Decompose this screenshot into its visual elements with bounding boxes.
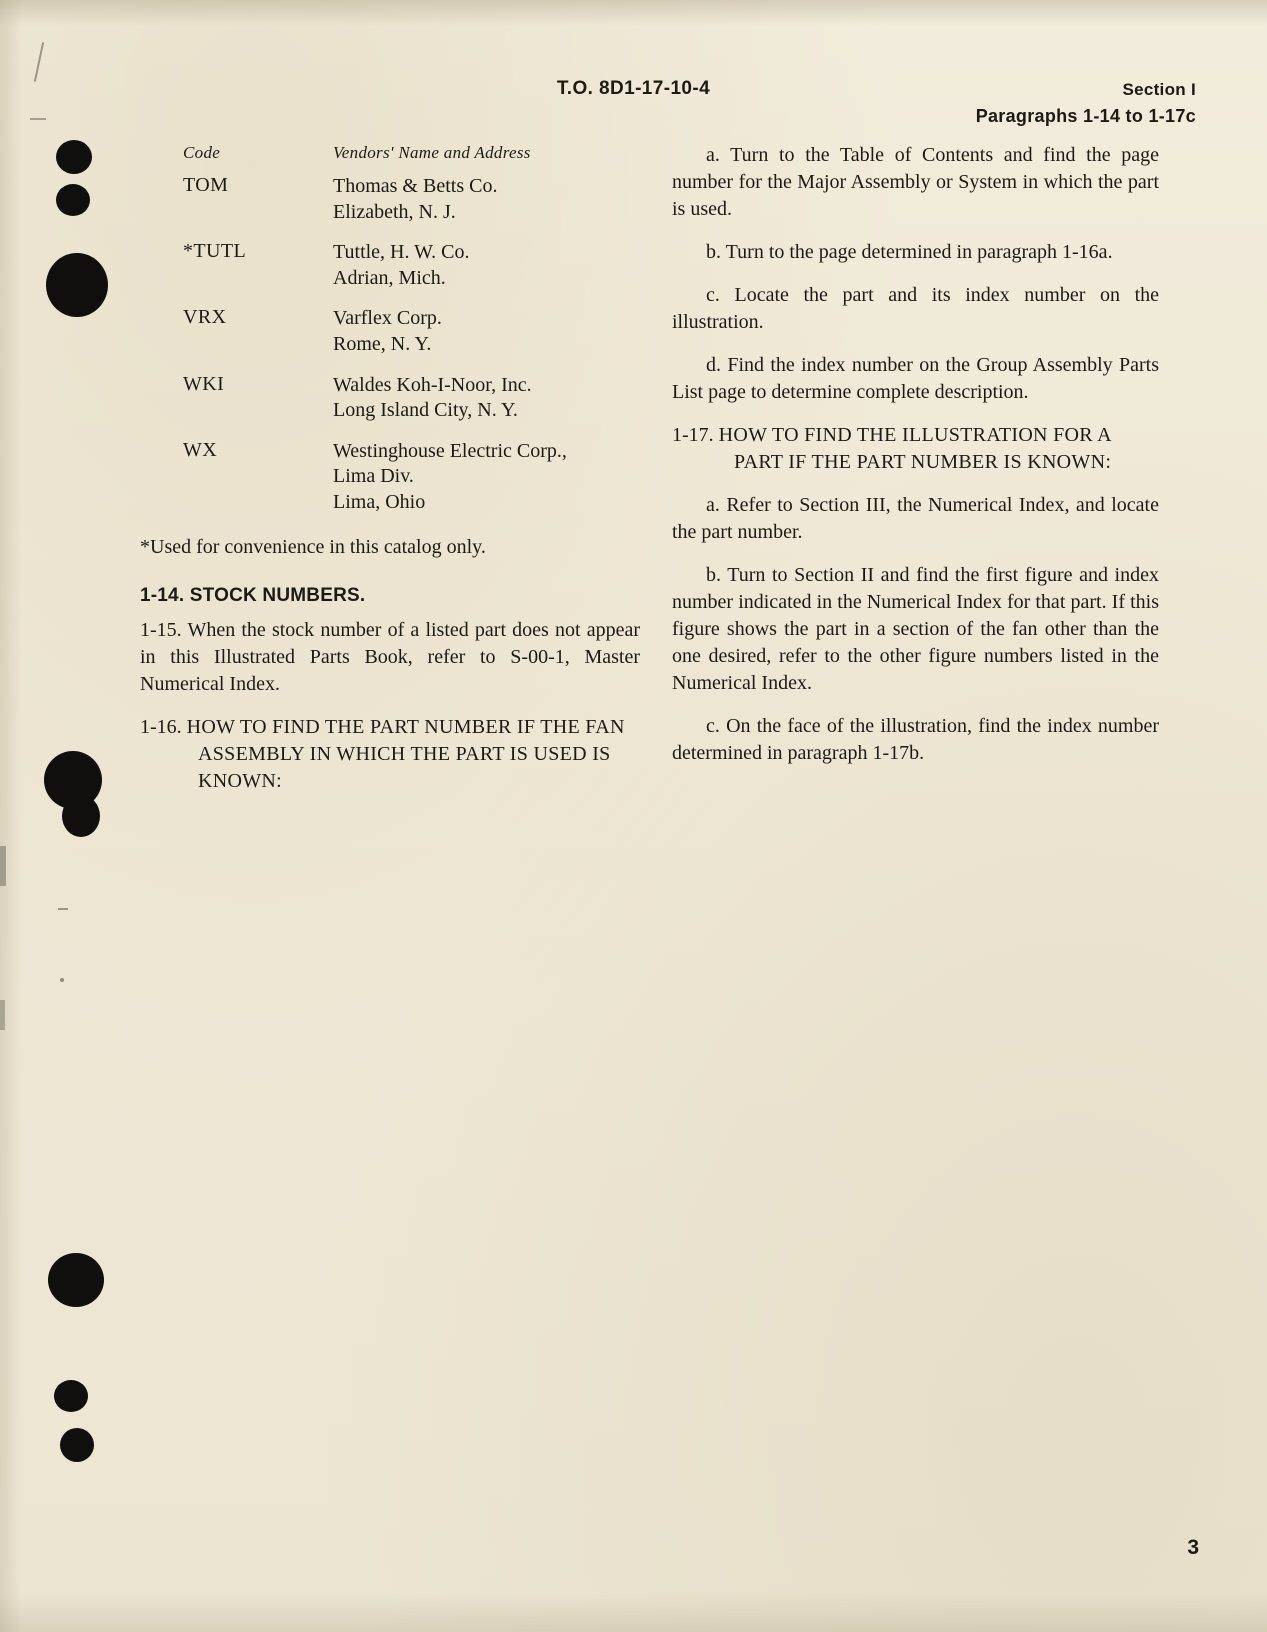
paragraph-1-16-number: 1-16.: [140, 715, 182, 738]
vendor-name-address: [332, 239, 682, 305]
section-label: Section I: [1122, 80, 1196, 99]
table-row: [182, 438, 682, 530]
vendor-name-address: [332, 372, 682, 438]
right-column: [672, 142, 1159, 767]
paragraph-1-16c: c. Locate the part and its index number on the illustration.: [672, 284, 1159, 333]
scan-speck: [34, 42, 44, 82]
page-edge-shade-top: [0, 0, 1267, 26]
vendor-address-line: Waldes Koh-I-Noor, Inc.: [333, 373, 532, 396]
vendor-name-address: [332, 305, 682, 371]
column-header-name-address: Vendors' Name and Address: [333, 143, 531, 162]
vendor-address-line: Elizabeth, N. J.: [333, 200, 456, 223]
page-edge-shade-left: [0, 0, 22, 1632]
paragraph-range-label: Paragraphs 1-14 to 1-17c: [975, 106, 1196, 126]
table-row: [182, 239, 682, 305]
punch-mark: [56, 140, 92, 174]
vendor-code: *TUTL: [183, 240, 247, 263]
column-header-code: Code: [183, 143, 221, 162]
vendor-address-line: Lima, Ohio: [333, 490, 426, 513]
scan-speck: [0, 846, 6, 886]
paragraph-1-15: 1-15. When the stock number of a listed part does not appear in this Illustrated Parts Book, refer to S-00-1, Master Numerical Index.: [140, 618, 640, 695]
vendor-address-line: Thomas & Betts Co.: [333, 175, 498, 197]
vendor-code-table: [182, 142, 682, 530]
page-number: 3: [1187, 1536, 1199, 1559]
section-heading-stock-numbers: 1-14. STOCK NUMBERS.: [140, 584, 366, 606]
punch-mark: [48, 1253, 104, 1307]
vendor-name-address: [332, 173, 682, 239]
vendor-address-line: Varflex Corp.: [333, 307, 442, 330]
vendor-table-footnote: *Used for convenience in this catalog only.: [140, 535, 486, 558]
paragraph-1-16a: a. Turn to the Table of Contents and find the page number for the Major Assembly or System in which the part is used.: [672, 144, 1159, 220]
punch-mark: [60, 1428, 94, 1462]
scan-speck: [58, 908, 68, 910]
vendor-code: WX: [183, 438, 218, 461]
vendor-code: WKI: [183, 372, 225, 395]
vendor-address-line: Westinghouse Electric Corp.,: [333, 439, 567, 462]
vendor-address-line: Lima Div.: [333, 465, 414, 488]
vendor-code: TOM: [183, 174, 229, 196]
scan-speck: [60, 978, 64, 982]
left-column: [140, 142, 640, 811]
page-header: [0, 78, 1267, 128]
table-row: [182, 305, 682, 371]
punch-mark: [46, 253, 108, 317]
paragraph-1-16d: d. Find the index number on the Group Assembly Parts List page to determine complete description.: [672, 354, 1159, 403]
vendor-address-line: Adrian, Mich.: [333, 266, 446, 289]
paragraph-1-17-text: HOW TO FIND THE ILLUSTRATION FOR A PART IF THE PART NUMBER IS KNOWN:: [718, 424, 1112, 473]
scan-speck: [0, 1000, 5, 1030]
punch-mark: [62, 795, 100, 837]
punch-mark: [54, 1380, 88, 1412]
paragraph-1-17-number: 1-17.: [672, 424, 714, 446]
paragraph-1-16b: b. Turn to the page determined in paragraph 1-16a.: [706, 241, 1113, 263]
paragraph-1-16: [140, 714, 640, 795]
paragraph-1-17a: a. Refer to Section III, the Numerical Index, and locate the part number.: [672, 494, 1159, 543]
vendor-address-line: Rome, N. Y.: [333, 332, 432, 355]
vendor-address-line: Tuttle, H. W. Co.: [333, 241, 470, 264]
page-edge-shade-bottom: [0, 1592, 1267, 1632]
paragraph-1-17c: c. On the face of the illustration, find the index number determined in paragraph 1-17b.: [672, 715, 1159, 764]
paragraph-1-17b: b. Turn to Section II and find the first figure and index number indicated in the Numerical Index for that part. If this figure shows the part in a section of the fan other than the one desired, refer to the other figure numbers listed in the Numerical Index.: [672, 564, 1159, 694]
table-header-row: [182, 142, 682, 173]
punch-mark: [56, 184, 90, 216]
vendor-name-address: [332, 438, 682, 530]
technical-order-number: T.O. 8D1-17-10-4: [556, 78, 711, 99]
paragraph-1-16-text: HOW TO FIND THE PART NUMBER IF THE FAN ASSEMBLY IN WHICH THE PART IS USED IS KNOWN:: [186, 715, 625, 792]
paragraph-1-17-heading: [672, 422, 1159, 476]
vendor-address-line: Long Island City, N. Y.: [333, 399, 518, 422]
table-row: [182, 173, 682, 239]
table-row: [182, 372, 682, 438]
vendor-code: VRX: [183, 306, 227, 329]
